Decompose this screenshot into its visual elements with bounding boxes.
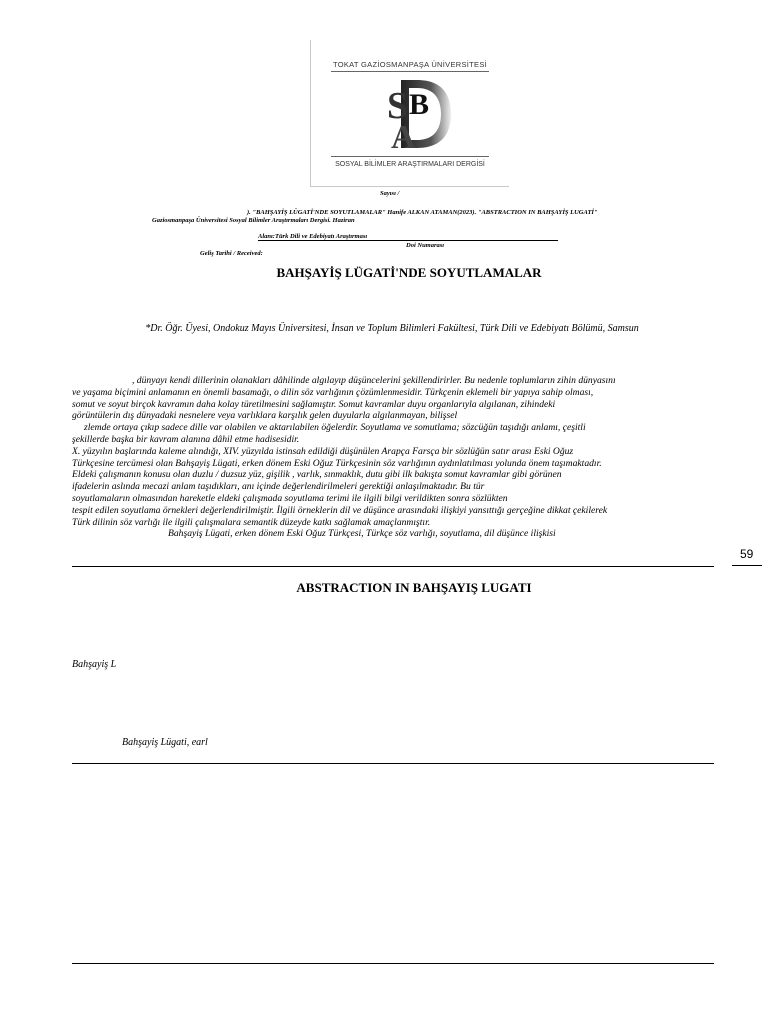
abstract-line: ve yaşama biçimini anlamanın en önemli basamağı, o dilin söz varlığının çözümlenmesidir. Türkçenin eklemeli bir yapıya sahip olması, — [72, 386, 594, 398]
abstract-line: , dünyayı kendi dillerinin olanakları dâhilinde algılayıp düşüncelerini şekillendirirler. Bu nedenle toplumların zihin dünyasını — [132, 375, 616, 386]
abstract-en-start: Bahşayiş L — [72, 659, 117, 670]
received-date-label: Geliş Tarihi / Received: — [200, 250, 263, 257]
article-title-en: ABSTRACTION IN BAHŞAYIŞ LUGATI — [296, 580, 532, 595]
abstract-line: X. yüzyılın başlarında kaleme alındığı, XIV. yüzyılda istinsah edildiği düşünülen Arapça Farsça bir sözlüğün satır arası Eski Oğuz — [72, 445, 574, 457]
journal-logo — [310, 40, 509, 187]
issue-label: Sayısı / — [380, 190, 400, 197]
page-number: 59 — [740, 547, 754, 561]
section-divider — [72, 763, 714, 764]
logo-letter-a: A — [391, 119, 416, 154]
abstract-line: Eldeki çalışmanın konusu olan duzlu / duzsuz yüz, gişilik , varlık, sınmaklık, dutu gibi ilk bakışta somut kavramlar gibi görünen — [72, 469, 562, 481]
logo-letter-b: B — [409, 88, 430, 121]
logo-university-text: TOKAT GAZİOSMANPAŞA ÜNİVERSİTESİ — [332, 60, 488, 69]
field-label: Alanı:Türk Dili ve Edebiyatı Araştırması — [258, 233, 558, 241]
abstract-line: ifadelerin aslında mecazi anlam taşıdıkları, anı içinde değerlendirilmeleri gerektiği anlaşılmaktadır. Bu tür — [72, 481, 485, 493]
abstract-tr — [72, 375, 714, 540]
abstract-line: zlemde ortaya çıkıp sadece dille var olabilen ve aktarılabilen öğelerdir. Soyutlama ve somutlama; sözcüğün taşıdığı anlamı, çeşitli — [84, 422, 586, 434]
abstract-line: şekillerde başka bir kavram alanına dâhil etme hadisesidir. — [72, 433, 300, 445]
section-divider — [72, 566, 714, 567]
keywords-en: Bahşayiş Lügati, earl — [122, 737, 208, 748]
abstract-line: soyutlamaların olmasından hareketle eldeki çalışmada soyutlama terimi ile ilgili bilgi verildikten sonra sözlükten — [72, 492, 508, 504]
abstract-line: tespit edilen soyutlama örnekleri değerlendirilmiştir. İlgili örneklerin dil ve düşünce arasındaki ilişkiyi yansıttığı gerçeğine dikkat çekilerek — [72, 504, 608, 516]
logo-top-rule — [331, 71, 489, 72]
logo-letter-s: S — [387, 85, 409, 127]
doi-label: Doi Numarası — [406, 242, 445, 249]
keywords-tr: Bahşayiş Lügati, erken dönem Eski Oğuz Türkçesi, Türkçe söz varlığı, soyutlama, dil düşünce ilişkisi — [168, 528, 556, 540]
logo-bottom-rule — [331, 156, 489, 157]
logo-journal-text: SOSYAL BİLİMLER ARAŞTIRMALARI DERGİSİ — [335, 161, 485, 168]
citation-line-2: Gaziosmanpaşa Üniversitesi Sosyal Bilimler Araştırmaları Dergisi. Haziran — [152, 217, 355, 224]
author-affiliation: *Dr. Öğr. Üyesi, Ondokuz Mayıs Üniversitesi, İnsan ve Toplum Bilimleri Fakültesi, Türk Dili ve Edebiyatı Bölümü, Samsun — [145, 323, 639, 334]
page-number-rule — [732, 565, 762, 566]
citation-line-1: ). "BAHŞAYİŞ LÜGATİ'NDE SOYUTLAMALAR" Hanife ALKAN ATAMAN(2023). "ABSTRACTION IN BAHŞAYİŞ LUGATİ" — [247, 209, 598, 216]
abstract-line: görüntülerin dış dünyadaki nesnelere veya varlıklara karşılık gelen duyularla algılanmayan, bilişsel — [72, 410, 458, 422]
article-title-tr: BAHŞAYİŞ LÜGATİ'NDE SOYUTLAMALAR — [276, 265, 542, 280]
abstract-line: Türkçesine tercümesi olan Bahşayiş Lügati, erken dönem Eski Oğuz Türkçesinin söz varlığının aydınlatılması yolunda önem taşımaktadır. — [72, 457, 602, 469]
abstract-line: Türk dilinin söz varlığı ile ilgili çalışmalara semantik düzeyde katkı sağlamak amaçlanmıştır. — [72, 516, 431, 528]
footnote-divider — [72, 963, 714, 964]
sbad-monogram-icon — [373, 74, 453, 154]
abstract-line: somut ve soyut birçok kavramın daha kolay türetilmesini sağlamıştır. Somut kavramlar duyu organlarıyla algılanan, zihindeki — [72, 398, 556, 410]
